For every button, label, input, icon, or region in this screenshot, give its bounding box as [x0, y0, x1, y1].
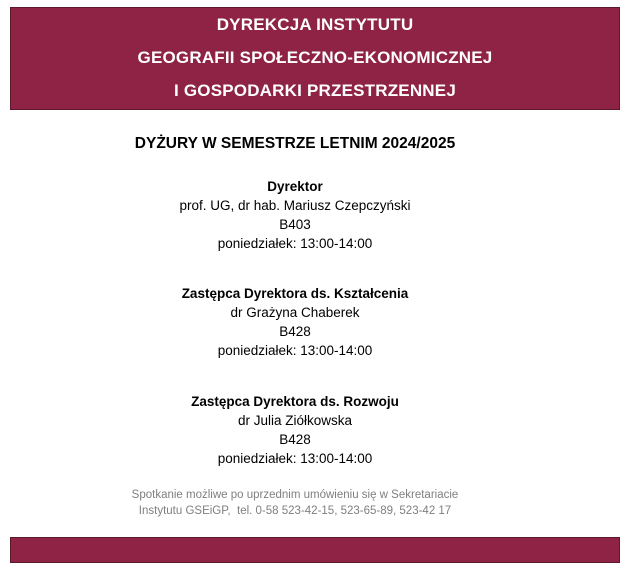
header-line-1: DYREKCJA INSTYTUTU [216, 15, 414, 34]
person-hours: poniedziałek: 13:00-14:00 [217, 236, 373, 251]
header-line-2: GEOGRAFII SPOŁECZNO-EKONOMICZNEJ [137, 48, 493, 67]
person-role: Dyrektor [267, 179, 323, 194]
person-role: Zastępca Dyrektora ds. Rozwoju [191, 394, 399, 409]
person-hours: poniedziałek: 13:00-14:00 [217, 343, 373, 358]
person-role: Zastępca Dyrektora ds. Kształcenia [181, 286, 409, 301]
footer-banner [10, 537, 620, 563]
person-name: prof. UG, dr hab. Mariusz Czepczyński [179, 198, 411, 213]
person-room: B403 [279, 217, 311, 232]
contact-note-line-1: Spotkanie możliwe po uprzednim umówieniu się w Sekretariacie [131, 489, 459, 501]
contact-note-line-2: Instytutu GSEiGP, tel. 0-58 523-42-15, 523-65-89, 523-42 17 [138, 505, 452, 517]
person-room: B428 [279, 432, 311, 447]
header-line-3: I GOSPODARKI PRZESTRZENNEJ [174, 81, 456, 100]
page-title: DYŻURY W SEMESTRZE LETNIM 2024/2025 [134, 135, 456, 152]
person-block-deputy-education [0, 284, 590, 360]
header-banner [10, 7, 620, 110]
person-hours: poniedziałek: 13:00-14:00 [217, 451, 373, 466]
person-block-deputy-development [0, 392, 590, 468]
contact-note [0, 487, 590, 519]
person-name: dr Julia Ziółkowska [237, 413, 353, 428]
person-room: B428 [279, 324, 311, 339]
person-block-director [0, 177, 590, 253]
person-name: dr Grażyna Chaberek [230, 305, 360, 320]
